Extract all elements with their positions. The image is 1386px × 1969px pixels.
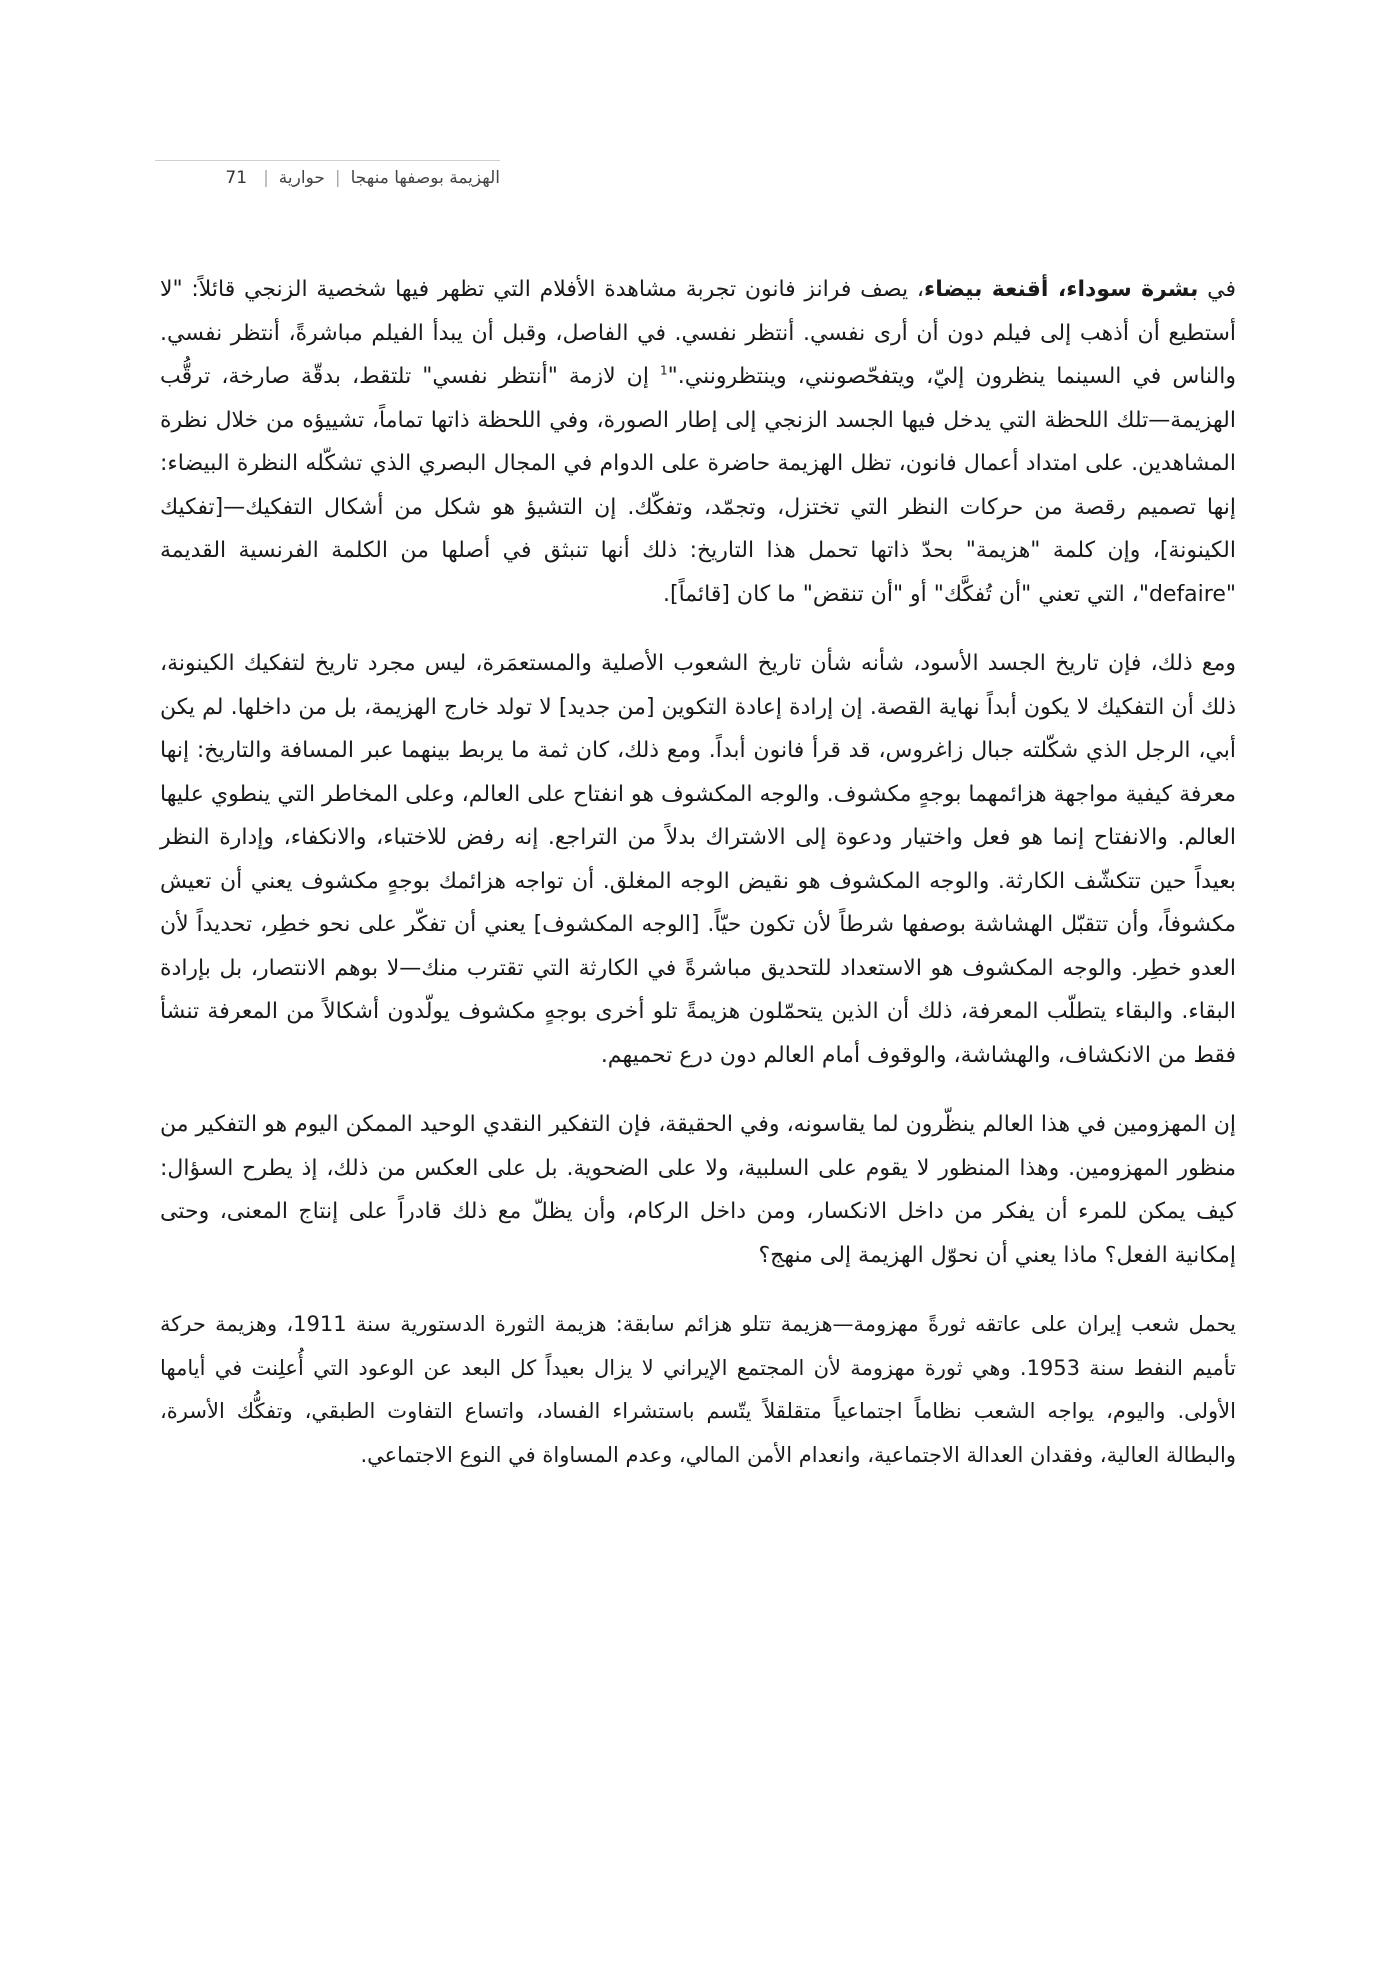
p1-prefix: في xyxy=(1198,277,1236,302)
paragraph-3: إن المهزومين في هذا العالم ينظّرون لما يقاسونه، وفي الحقيقة، فإن التفكير النقدي الوحيد الممكن اليوم هو التفكير من منظور المهزومين. وهذا المنظور لا يقوم على السلبية، ولا على الضحوية. بل على العكس من ذلك، إذ يطرح السؤال: كيف يمكن للمرء أن يفكر من داخل الانكسار، ومن داخل الركام، وأن يظلّ مع ذلك قادراً على إنتاج المعنى، وحتى إمكانية الفعل؟ ماذا يعني أن نحوّل الهزيمة إلى منهج؟ xyxy=(160,1112,1236,1268)
p1-text-b: إن لازمة "أنتظر نفسي" تلتقط، بدقّة صارخة، ترقُّب الهزيمة—تلك اللحظة التي يدخل فيها الجسد الزنجي إلى إطار الصورة، وفي اللحظة ذاتها تماماً، تشييؤه من خلال نظرة المشاهدين. على امتداد أعمال فانون، تظل الهزيمة حاضرة على الدوام في المجال البصري الذي تشكّله النظرة البيضاء: إنها تصميم رقصة من حركات النظر التي تختزل، وتجمّد، وتفكّك. إن التشيؤ هو شكل من أشكال التفكيك—[تفكيك الكينونة]، وإن كلمة "هزيمة" بحدّ ذاتها تحمل هذا التاريخ: ذلك أنها تنبثق في أصلها من الكلمة الفرنسية القديمة "defaire"، التي تعني "أن تُفكَّك" أو "أن تنقض" ما كان [قائماً]. xyxy=(160,364,1236,607)
footnote-ref[interactable]: 1 xyxy=(660,363,668,378)
p1-text-a: ، يصف فرانز فانون تجربة مشاهدة الأفلام التي تظهر فيها شخصية الزنجي قائلاً: "لا أستطيع أن أذهب إلى فيلم دون أن أرى نفسي. أنتظر نفسي. في الفاصل، وقبل أن يبدأ الفيلم مباشرةً، أنتظر نفسي. والناس في السينما ينظرون إليّ، ويتفحّصونني، وينتظرونني." xyxy=(160,277,1236,389)
page-number: 71 xyxy=(225,168,248,188)
header-separator: | xyxy=(334,168,341,188)
running-header xyxy=(155,160,500,195)
header-section: حوارية xyxy=(278,168,325,188)
header-title: الهزيمة بوصفها منهجا xyxy=(350,168,500,188)
header-separator-2: | xyxy=(263,168,269,188)
book-title: بشرة سوداء، أقنعة بيضاء xyxy=(923,277,1199,302)
paragraph-4: يحمل شعب إيران على عاتقه ثورةً مهزومة—هزيمة تتلو هزائم سابقة: هزيمة الثورة الدستورية سنة 1911، وهزيمة حركة تأميم النفط سنة 1953. وهي ثورة مهزومة لأن المجتمع الإيراني لا يزال بعيداً كل البعد عن الوعود التي أُعلِنت في أيامها الأولى. واليوم، يواجه الشعب نظاماً اجتماعياً متقلقلاً يتّسم باستشراء الفساد، واتساع التفاوت الطبقي، وتفكُّك الأسرة، والبطالة العالية، وفقدان العدالة الاجتماعية، وانعدام الأمن المالي، وعدم المساواة في النوع الاجتماعي. xyxy=(160,1312,1236,1467)
paragraph-1 xyxy=(160,268,1236,616)
paragraph-2: ومع ذلك، فإن تاريخ الجسد الأسود، شأنه شأن تاريخ الشعوب الأصلية والمستعمَرة، ليس مجرد تاريخ لتفكيك الكينونة، ذلك أن التفكيك لا يكون أبداً نهاية القصة. إن إرادة إعادة التكوين [من جديد] لا تولد خارج الهزيمة، بل من داخلها. لم يكن أبي، الرجل الذي شكّلته جبال زاغروس، قد قرأ فانون أبداً. ومع ذلك، كان ثمة ما يربط بينهما عبر المسافة والتاريخ: إنها معرفة كيفية مواجهة هزائمهما بوجهٍ مكشوف. والوجه المكشوف هو انفتاح على العالم، وعلى المخاطر التي ينطوي عليها العالم. والانفتاح إنما هو فعل واختيار ودعوة إلى الاشتراك بدلاً من التراجع. إنه رفض للاختباء، والانكفاء، وإدارة النظر بعيداً حين تتكشّف الكارثة. والوجه المكشوف هو نقيض الوجه المغلق. أن تواجه هزائمك بوجهٍ مكشوف يعني أن تعيش مكشوفاً، وأن تتقبّل الهشاشة بوصفها شرطاً لأن تكون حيّاً. [الوجه المكشوف] يعني أن تفكّر على نحو خطِر، تحديداً لأن العدو خطِر. والوجه المكشوف هو الاستعداد للتحديق مباشرةً في الكارثة التي تقترب منك—لا بوهم الانتصار، بل بإرادة البقاء. والبقاء يتطلّب المعرفة، ذلك أن الذين يتحمّلون هزيمةً تلو أخرى بوجهٍ مكشوف يولّدون أشكالاً من المعرفة تنشأ فقط من الانكشاف، والهشاشة، والوقوف أمام العالم دون درع تحميهم. xyxy=(160,651,1236,1068)
body-text xyxy=(160,268,1236,1477)
